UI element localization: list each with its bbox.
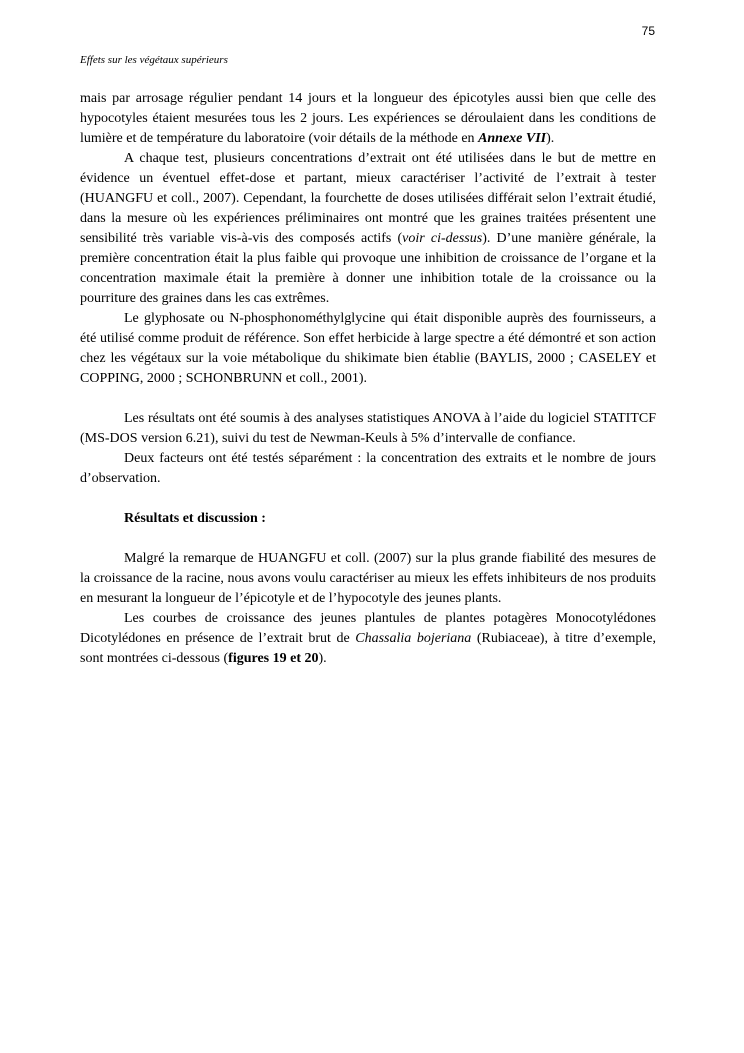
paragraph-methods-continued	[80, 89, 656, 149]
paragraph-concentrations	[80, 149, 656, 309]
spacer	[80, 489, 656, 509]
paragraph-text-end: ).	[546, 131, 555, 146]
paragraph-remark: Malgré la remarque de HUANGFU et coll. (2007) sur la plus grande fiabilité des mesures de la croissance de la racine, nous avons voulu caractériser au mieux les effets inhibiteurs de nos produits en mesurant la longueur de l’épicotyle et de l’hypocotyle des jeunes plants.	[80, 551, 656, 606]
paragraph-growth-curves	[80, 609, 656, 669]
paragraph-statistics: Les résultats ont été soumis à des analyses statistiques ANOVA à l’aide du logiciel STATITCF (MS-DOS version 6.21), suivi du test de Newman-Keuls à 5% d’intervalle de confiance.	[80, 411, 656, 446]
page-number: 75	[641, 24, 655, 38]
paragraph-text-end: ).	[318, 651, 327, 666]
paragraph-text-end: ). D’une manière générale, la première concentration était la plus faible qui provoque une inhibition de croissance de l’organe et la concentration maximale était la première à donner une inhibition totale de la croissance ou la pourriture des graines dans les cas extrêmes.	[80, 231, 657, 306]
paragraph-text: mais par arrosage régulier pendant 14 jours et la longueur des épicotyles aussi bien que celle des hypocotyles étaient mesurées tous les 2 jours. Les expériences se déroulaient dans les conditions de lumière et de température du laboratoire (voir détails de la méthode en	[80, 91, 656, 146]
paragraph-text: A chaque test, plusieurs concentrations d’extrait ont été utilisées dans le but de mettre en évidence un éventuel effet-dose et partant, mieux caractériser l’activité de l’extrait à tester (HUANGFU et coll., 2007). Cependant, la fourchette de doses utilisées différait selon l’extrait étudié, dans la mesure où les expériences préliminaires ont montré que les graines traitées présentent une sensibilité très variable vis-à-vis des composés actifs (	[80, 151, 656, 246]
cross-reference: voir ci-dessus	[402, 231, 483, 246]
paragraph-glyphosate: Le glyphosate ou N-phosphonométhylglycine qui était disponible auprès des fournisseurs, a été utilisé comme produit de référence. Son effet herbicide à large spectre a été démontré et son action chez les végétaux sur la voie métabolique du shikimate bien établie (BAYLIS, 2000 ; CASELEY et COPPING, 2000 ; SCHONBRUNN et coll., 2001).	[80, 311, 656, 386]
paragraph-text: Les courbes de croissance des jeunes plantules de plantes potagères Monocotylédones Dicotylédones en présence de l’extrait brut de	[80, 611, 656, 646]
paragraph-factors: Deux facteurs ont été testés séparément : la concentration des extraits et le nombre de jours d’observation.	[80, 451, 656, 486]
spacer	[80, 389, 656, 409]
annex-reference: Annexe VII	[478, 131, 547, 146]
figure-reference: figures 19 et 20	[228, 651, 319, 666]
section-heading: Résultats et discussion :	[124, 511, 266, 526]
species-name: Chassalia bojeriana	[355, 631, 472, 646]
paragraph-text-mid: (Rubiaceae), à titre d’exemple, sont montrées ci-dessous (	[80, 631, 656, 666]
document-body	[80, 89, 656, 669]
running-header: Effets sur les végétaux supérieurs	[80, 54, 228, 66]
spacer	[80, 529, 656, 549]
